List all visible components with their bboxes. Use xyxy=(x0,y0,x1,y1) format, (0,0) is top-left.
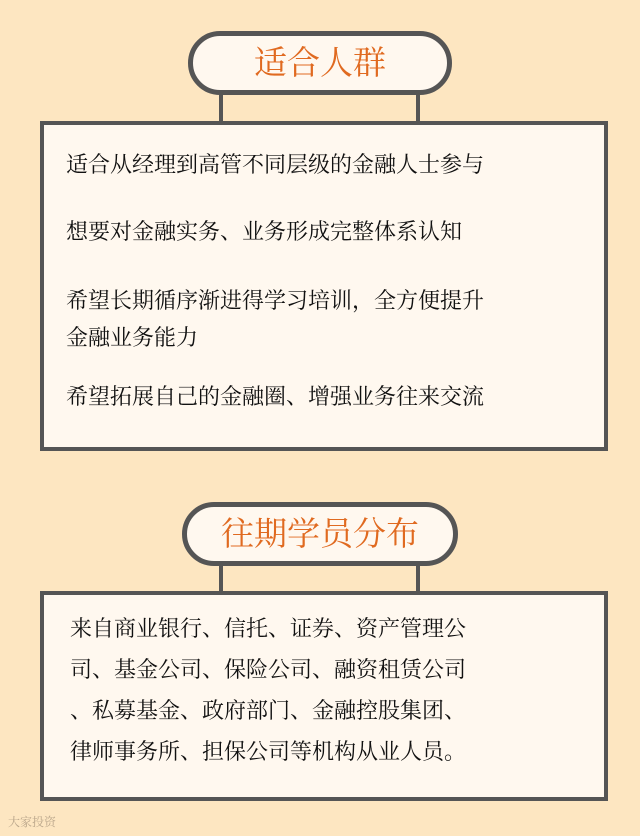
connector-right xyxy=(416,95,420,121)
watermark: 大家投资 xyxy=(8,815,57,829)
audience-item-3-cont: 金融业务能力 xyxy=(66,326,199,351)
distribution-line-4: 律师事务所、担保公司等机构从业人员。 xyxy=(70,740,467,765)
connector-left xyxy=(219,95,223,121)
audience-item-1: 适合从经理到高管不同层级的金融人士参与 xyxy=(66,153,485,178)
audience-item-4: 希望拓展自己的金融圈、增强业务往来交流 xyxy=(66,385,485,410)
past-students-card xyxy=(40,591,608,801)
section-title-target-audience: 适合人群 xyxy=(188,31,452,95)
section-title-past-students: 往期学员分布 xyxy=(182,502,458,566)
connector-left-2 xyxy=(219,566,223,591)
distribution-line-1: 来自商业银行、信托、证券、资产管理公 xyxy=(70,617,467,642)
distribution-line-2: 司、基金公司、保险公司、融资租赁公司 xyxy=(70,658,467,683)
connector-right-2 xyxy=(416,566,420,591)
target-audience-card xyxy=(40,121,608,451)
audience-item-3: 希望长期循序渐进得学习培训，全方便提升 xyxy=(66,289,485,314)
distribution-line-3: 、私募基金、政府部门、金融控股集团、 xyxy=(70,699,467,724)
audience-item-2: 想要对金融实务、业务形成完整体系认知 xyxy=(66,220,463,245)
